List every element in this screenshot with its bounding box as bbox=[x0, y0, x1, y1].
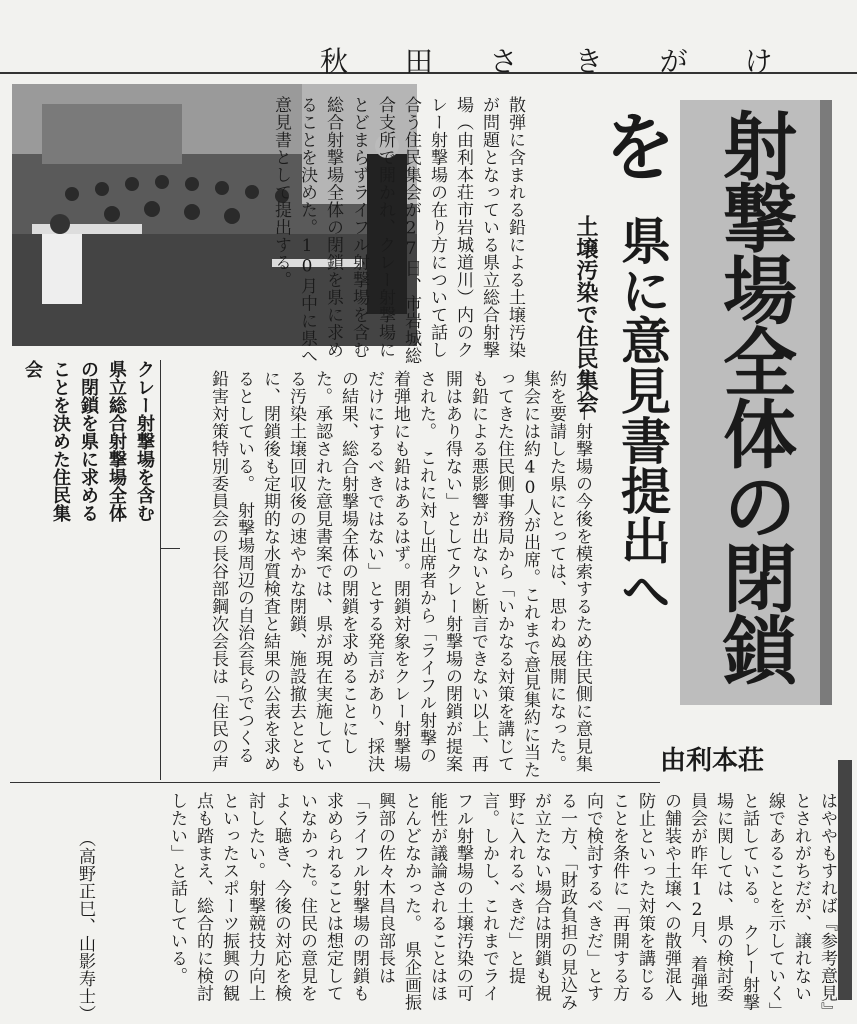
article-lead: 散弾に含まれる鉛による土壌汚染が問題となっている県立総合射撃場（由利本荘市岩城道川）内のクレー射撃場の在り方について話し合う住民集会が27日、市岩城総合支所で開かれ、クレー射撃場にとどまらずライフル射撃場を含む総合射撃場全体の閉鎖を県に求めることを決めた。10月中に県へ意見書として提出する。 bbox=[271, 96, 525, 365]
newspaper-name: 秋 田 さ き が け bbox=[320, 45, 797, 78]
sub-headline: 県に意見書提出へ bbox=[613, 215, 671, 615]
dateline: 由利本荘 bbox=[660, 746, 765, 776]
article-continuation: はややもすれば『参考意見』とされがちだが、譲れない線であることを示していく」と話している。 クレー射撃場に関しては、県の検討委員会が昨年12月、着弾地の舗装や土壌への散弾混入防止といった対策を講じることを条件に「再開する方向で検討するべきだ」とする一方、「財政負担の見込みが立たない場合は閉鎖も視野に入れるべきだ」と提言。しかし、これまでライフル射撃場の土壌汚染の可能性が議論されることはほとんどなかった。 県企画振興部の佐々木昌良部長は「ライフル射撃場の閉鎖も求められることは想定していなかった。住民の意見をよく聴き、今後の対応を検討したい。射撃競技力向上といったスポーツ振興の観点も踏まえ、総合的に検討したい」と話している。 bbox=[167, 792, 837, 1011]
photo-caption: クレー射撃場を含む県立総合射撃場全体の閉鎖を県に求めることを決めた住民集会 bbox=[22, 360, 155, 522]
masthead bbox=[0, 0, 857, 78]
column-rule bbox=[10, 782, 660, 783]
column-rule bbox=[160, 548, 180, 549]
byline: （高野正巳、山影寿士） bbox=[75, 830, 95, 1023]
caption-rule bbox=[160, 360, 161, 780]
kicker-headline: 土壌汚染で住民集会 bbox=[573, 215, 598, 413]
article-body: クレー射撃場の今後を模索するため住民側に意見集約を要請した県にとっては、思わぬ展開になった。 集会には約40人が出席。これまで意見集約に当たってきた住民側事務局から「いかなる対策を講じても鉛による悪影響が出ないと断言できない以上、再開はあり得ない」としてクレー射撃場の閉鎖が提案された。 これに対し出席者から「ライフル射撃の着弾地にも鉛はあるはず。閉鎖対象をクレー射撃場だけにするべきではない」とする発言があり、採決の結果、総合射撃場全体の閉鎖を求めることにした。承認された意見書案では、県が現在実施している汚染土壌回収後の速やかな閉鎖、施設撤去とともに、閉鎖後も定期的な水質検査と結果の公表を求めるとしている。 射撃場周辺の自治会長らでつくる鉛害対策特別委員会の長谷部鋼次会長は「住民の声 bbox=[208, 370, 592, 782]
edge-bar bbox=[838, 760, 852, 1000]
main-headline: 射撃場全体の閉鎖を bbox=[591, 108, 797, 684]
